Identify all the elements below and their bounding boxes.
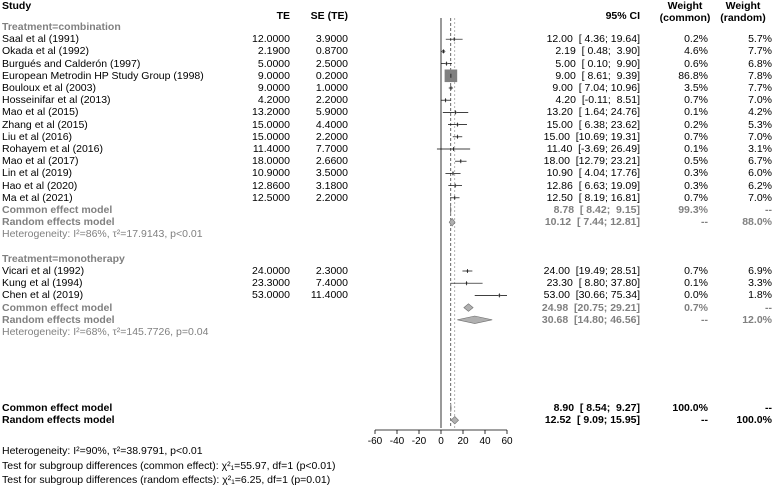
study-name: Vicari et al (1992) <box>2 265 85 277</box>
header-study: Study <box>2 0 32 12</box>
study-name: Bouloux et al (2003) <box>2 82 96 94</box>
study-weight-random: 1.8% <box>748 289 772 302</box>
study-ci: 18.00 [12.79; 23.21] <box>543 155 640 168</box>
study-weight-common: 3.5% <box>684 82 708 94</box>
study-te: 11.4000 <box>252 143 290 155</box>
overall-random-weight-random: 100.0% <box>736 414 772 427</box>
overall-random-label: Random effects model <box>2 414 115 427</box>
overall-common-diamond <box>450 404 451 412</box>
common-effect-weight-random: -- <box>765 301 772 314</box>
study-ci: 5.00 [ 0.10; 9.90] <box>555 57 640 70</box>
study-name: Burgués and Calderón (1997) <box>2 57 141 70</box>
study-te: 15.0000 <box>252 130 290 143</box>
study-weight-random: 7.8% <box>748 69 772 82</box>
header-weight-common: Weight (common) <box>659 0 711 24</box>
study-te: 12.0000 <box>252 33 290 46</box>
x-axis-tick-label: 60 <box>501 436 513 447</box>
study-name: Kung et al (1994) <box>2 277 83 290</box>
common-effect-weight-random: -- <box>765 204 772 216</box>
header-se: SE (TE) <box>310 10 348 22</box>
common-effect-ci: 24.98 [20.75; 29.21] <box>541 301 640 314</box>
random-effects-weight-common: -- <box>701 313 708 326</box>
study-weight-random: 3.3% <box>748 277 772 290</box>
study-name: Saal et al (1991) <box>2 33 80 46</box>
common-effect-weight-common: 0.7% <box>684 301 708 314</box>
overall-common-label: Common effect model <box>2 402 113 414</box>
common-effect-diamond <box>464 304 473 312</box>
study-te: 9.0000 <box>257 69 290 82</box>
study-weight-random: 6.0% <box>748 167 772 180</box>
study-weight-common: 0.7% <box>684 94 708 107</box>
study-weight-common: 0.0% <box>684 289 708 302</box>
study-se: 2.5000 <box>315 57 348 70</box>
study-se: 2.6600 <box>315 155 348 168</box>
random-effects-diamond <box>457 316 492 324</box>
study-ci: 12.00 [ 4.36; 19.64] <box>546 33 640 46</box>
footer-text: Test for subgroup differences (random effects): χ²₁=6.25, df=1 (p=0.01) <box>2 474 331 486</box>
study-weight-random: 6.2% <box>748 179 772 192</box>
study-se: 11.4000 <box>310 289 348 302</box>
overall-random-weight-common: -- <box>701 414 708 427</box>
study-te: 10.9000 <box>252 167 290 180</box>
study-weight-random: 6.8% <box>748 57 772 70</box>
study-weight-common: 86.8% <box>678 69 708 82</box>
study-ci: 12.50 [ 8.19; 16.81] <box>546 191 640 204</box>
study-te: 13.2000 <box>252 106 290 119</box>
study-ci: 4.20 [-0.11; 8.51] <box>555 94 640 107</box>
study-ci: 53.00 [30.66; 75.34] <box>543 289 640 302</box>
random-effects-weight-random: 88.0% <box>742 216 772 229</box>
study-te: 15.0000 <box>252 118 290 131</box>
study-ci: 23.30 [ 8.80; 37.80] <box>546 277 640 290</box>
study-te: 53.0000 <box>252 289 290 302</box>
subgroup-label: Treatment=combination <box>2 21 121 33</box>
random-effects-weight-common: -- <box>701 216 708 229</box>
study-weight-common: 0.7% <box>684 130 708 143</box>
study-se: 3.9000 <box>315 33 348 46</box>
study-weight-common: 0.2% <box>684 118 708 131</box>
heterogeneity-text: Heterogeneity: I²=68%, τ²=145.7726, p=0.04 <box>2 326 209 338</box>
heterogeneity-text: Heterogeneity: I²=86%, τ²=17.9143, p<0.01 <box>2 228 203 241</box>
study-se: 3.1800 <box>315 179 348 192</box>
study-te: 9.0000 <box>257 82 290 94</box>
study-te: 12.8600 <box>252 179 290 192</box>
study-weight-random: 7.0% <box>748 130 772 143</box>
common-effect-label: Common effect model <box>2 204 113 216</box>
header-weight-random: Weight (random) <box>720 0 766 24</box>
study-te: 18.0000 <box>252 155 290 168</box>
study-se: 7.4000 <box>315 277 348 290</box>
study-weight-common: 0.5% <box>684 155 708 168</box>
x-axis-tick-label: 40 <box>479 436 491 447</box>
study-ci: 9.00 [ 8.61; 9.39] <box>555 69 640 82</box>
study-name: Lin et al (2019) <box>2 167 73 180</box>
overall-common-weight-random: -- <box>765 402 772 414</box>
study-name: Zhang et al (2015) <box>2 118 88 131</box>
study-te: 12.5000 <box>252 191 290 204</box>
study-ci: 15.00 [10.69; 19.31] <box>543 130 640 143</box>
study-se: 0.8700 <box>315 45 348 58</box>
x-axis-tick-label: 20 <box>457 436 469 447</box>
study-weight-random: 3.1% <box>748 143 772 155</box>
study-ci: 13.20 [ 1.64; 24.76] <box>546 106 640 119</box>
study-name: Rohayem et al (2016) <box>2 143 103 155</box>
footer-text: Heterogeneity: I²=90%, τ²=38.9791, p<0.01 <box>2 445 203 457</box>
study-se: 1.0000 <box>315 82 348 94</box>
study-weight-common: 0.3% <box>684 179 708 192</box>
study-name: Hao et al (2020) <box>2 179 78 192</box>
study-te: 23.3000 <box>252 277 290 290</box>
study-ci: 12.86 [ 6.63; 19.09] <box>546 179 640 192</box>
study-ci: 11.40 [-3.69; 26.49] <box>546 143 640 155</box>
random-effects-ci: 30.68 [14.80; 46.56] <box>541 313 640 326</box>
x-axis-tick-label: -60 <box>367 436 383 447</box>
study-weight-common: 0.1% <box>684 106 708 119</box>
overall-random-ci: 12.52 [ 9.09; 15.95] <box>544 414 640 427</box>
study-se: 2.2000 <box>315 130 348 143</box>
random-effects-ci: 10.12 [ 7.44; 12.81] <box>544 216 640 229</box>
study-name: Okada et al (1992) <box>2 45 89 58</box>
study-name: Mao et al (2015) <box>2 106 79 119</box>
common-effect-diamond <box>450 206 451 214</box>
study-se: 5.9000 <box>315 106 348 119</box>
study-ci: 15.00 [ 6.38; 23.62] <box>546 118 640 131</box>
study-weight-random: 7.0% <box>748 94 772 107</box>
common-effect-label: Common effect model <box>2 301 113 314</box>
study-weight-common: 0.3% <box>684 167 708 180</box>
study-name: Hosseinifar et al (2013) <box>2 94 111 107</box>
study-te: 24.0000 <box>252 265 290 277</box>
overall-random-diamond <box>451 416 459 424</box>
study-te: 5.0000 <box>257 57 290 70</box>
study-ci: 2.19 [ 0.48; 3.90] <box>555 45 640 58</box>
study-ci: 10.90 [ 4.04; 17.76] <box>546 167 640 180</box>
study-weight-random: 6.7% <box>748 155 772 168</box>
study-weight-common: 0.7% <box>684 191 708 204</box>
study-te: 4.2000 <box>257 94 290 107</box>
study-ci: 24.00 [19.49; 28.51] <box>543 265 640 277</box>
random-effects-diamond <box>449 218 455 226</box>
study-weight-random: 5.3% <box>748 118 772 131</box>
x-axis-tick-label: -40 <box>389 436 405 447</box>
study-se: 2.3000 <box>315 265 348 277</box>
study-se: 2.2000 <box>315 191 348 204</box>
study-se: 0.2000 <box>315 69 348 82</box>
overall-common-ci: 8.90 [ 8.54; 9.27] <box>553 402 640 414</box>
study-weight-random: 7.0% <box>748 191 772 204</box>
study-weight-random: 7.7% <box>748 82 772 94</box>
study-name: Chen et al (2019) <box>2 289 84 302</box>
study-weight-common: 0.6% <box>684 57 708 70</box>
study-weight-random: 7.7% <box>748 45 772 58</box>
footer-text: Test for subgroup differences (common effect): χ²₁=55.97, df=1 (p<0.01) <box>2 459 336 472</box>
study-se: 7.7000 <box>315 143 348 155</box>
study-weight-common: 0.7% <box>684 265 708 277</box>
header-ci: 95% CI <box>605 10 640 22</box>
study-name: Ma et al (2021) <box>2 191 73 204</box>
header-te: TE <box>276 10 290 22</box>
x-axis-tick-label: 0 <box>438 436 444 447</box>
study-weight-common: 4.6% <box>684 45 708 58</box>
study-name: Liu et al (2016) <box>2 130 73 143</box>
random-effects-label: Random effects model <box>2 216 115 229</box>
study-weight-random: 4.2% <box>748 106 772 119</box>
study-ci: 9.00 [ 7.04; 10.96] <box>552 82 640 94</box>
study-weight-random: 6.9% <box>748 265 772 277</box>
study-name: Mao et al (2017) <box>2 155 79 168</box>
study-se: 4.4000 <box>315 118 348 131</box>
subgroup-label: Treatment=monotherapy <box>2 252 125 265</box>
study-name: European Metrodin HP Study Group (1998) <box>2 69 204 82</box>
study-se: 3.5000 <box>315 167 348 180</box>
common-effect-ci: 8.78 [ 8.42; 9.15] <box>553 204 640 216</box>
study-weight-common: 0.2% <box>684 33 708 46</box>
common-effect-weight-common: 99.3% <box>678 204 708 216</box>
study-weight-common: 0.1% <box>684 143 708 155</box>
x-axis-tick-label: -20 <box>411 436 427 447</box>
study-se: 2.2000 <box>315 94 348 107</box>
study-weight-common: 0.1% <box>684 277 708 290</box>
overall-common-weight-common: 100.0% <box>672 402 708 414</box>
random-effects-label: Random effects model <box>2 313 115 326</box>
study-te: 2.1900 <box>257 45 290 58</box>
random-effects-weight-random: 12.0% <box>742 313 772 326</box>
study-weight-random: 5.7% <box>748 33 772 46</box>
